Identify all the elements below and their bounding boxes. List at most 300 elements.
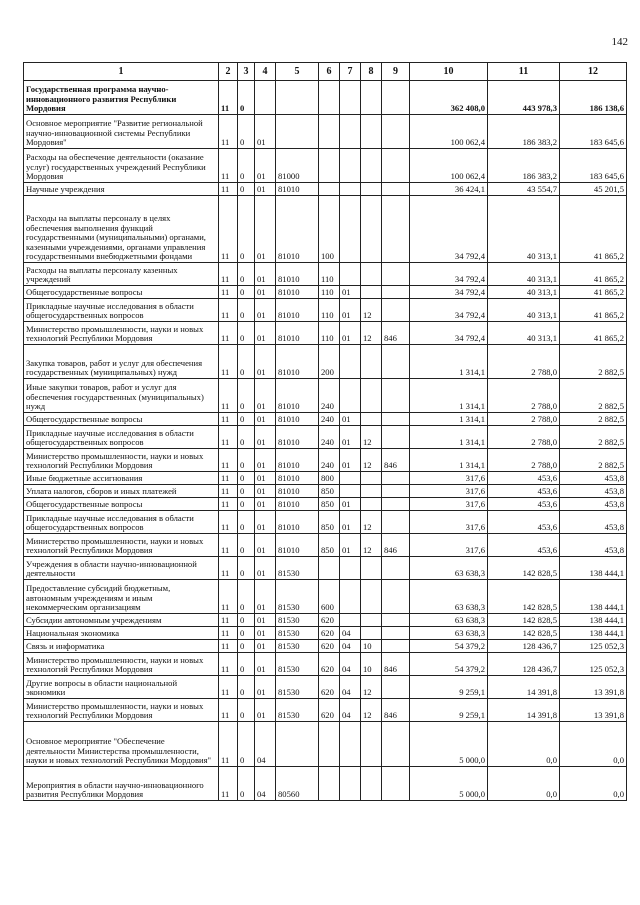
amount-cell: 9 259,1 xyxy=(410,676,488,699)
amount-cell: 317,6 xyxy=(410,472,488,485)
code-cell xyxy=(255,81,276,115)
code-cell: 81010 xyxy=(276,183,319,196)
code-cell xyxy=(340,149,361,183)
amount-cell: 317,6 xyxy=(410,485,488,498)
code-cell: 0 xyxy=(238,449,255,472)
row-name-cell: Прикладные научные исследования в области общегосударственных вопросов xyxy=(24,299,219,322)
code-cell: 0 xyxy=(238,498,255,511)
code-cell: 04 xyxy=(340,676,361,699)
amount-cell: 63 638,3 xyxy=(410,627,488,640)
amount-cell: 186 138,6 xyxy=(560,81,627,115)
code-cell xyxy=(319,183,340,196)
amount-cell: 362 408,0 xyxy=(410,81,488,115)
code-cell: 01 xyxy=(255,149,276,183)
code-cell: 81530 xyxy=(276,614,319,627)
code-cell: 01 xyxy=(340,299,361,322)
amount-cell: 40 313,1 xyxy=(488,322,560,345)
code-cell: 12 xyxy=(361,699,382,722)
code-cell xyxy=(361,413,382,426)
code-cell xyxy=(382,299,410,322)
code-cell xyxy=(382,627,410,640)
code-cell xyxy=(382,426,410,449)
code-cell: 11 xyxy=(219,115,238,149)
row-name-cell: Государственная программа научно-инновационного развития Республики Мордовия xyxy=(24,81,219,115)
amount-cell: 1 314,1 xyxy=(410,426,488,449)
amount-cell: 138 444,1 xyxy=(560,580,627,614)
code-cell: 11 xyxy=(219,196,238,263)
amount-cell: 0,0 xyxy=(560,722,627,767)
amount-cell: 100 062,4 xyxy=(410,149,488,183)
code-cell: 81000 xyxy=(276,149,319,183)
table-row xyxy=(24,196,627,263)
code-cell xyxy=(361,345,382,379)
code-cell: 81010 xyxy=(276,449,319,472)
code-cell xyxy=(382,183,410,196)
amount-cell: 40 313,1 xyxy=(488,196,560,263)
code-cell xyxy=(361,286,382,299)
table-row xyxy=(24,557,627,580)
amount-cell: 183 645,6 xyxy=(560,115,627,149)
code-cell: 11 xyxy=(219,426,238,449)
code-cell: 800 xyxy=(319,472,340,485)
table-row xyxy=(24,345,627,379)
amount-cell: 40 313,1 xyxy=(488,286,560,299)
code-cell: 11 xyxy=(219,345,238,379)
code-cell xyxy=(340,614,361,627)
row-name-cell: Прикладные научные исследования в области общегосударственных вопросов xyxy=(24,511,219,534)
code-cell xyxy=(382,379,410,413)
amount-cell: 54 379,2 xyxy=(410,640,488,653)
table-row xyxy=(24,379,627,413)
code-cell: 0 xyxy=(238,627,255,640)
code-cell: 110 xyxy=(319,263,340,286)
row-name-cell: Связь и информатика xyxy=(24,640,219,653)
code-cell: 11 xyxy=(219,614,238,627)
row-name-cell: Общегосударственные вопросы xyxy=(24,286,219,299)
amount-cell: 43 554,7 xyxy=(488,183,560,196)
amount-cell: 9 259,1 xyxy=(410,699,488,722)
code-cell: 01 xyxy=(340,322,361,345)
row-name-cell: Научные учреждения xyxy=(24,183,219,196)
table-row xyxy=(24,722,627,767)
amount-cell: 138 444,1 xyxy=(560,557,627,580)
code-cell: 11 xyxy=(219,299,238,322)
code-cell xyxy=(382,115,410,149)
code-cell xyxy=(340,183,361,196)
amount-cell: 36 424,1 xyxy=(410,183,488,196)
column-header: 5 xyxy=(276,63,319,81)
code-cell xyxy=(361,81,382,115)
code-cell: 100 xyxy=(319,196,340,263)
code-cell: 12 xyxy=(361,449,382,472)
column-header: 3 xyxy=(238,63,255,81)
code-cell xyxy=(340,580,361,614)
code-cell: 11 xyxy=(219,580,238,614)
code-cell: 11 xyxy=(219,286,238,299)
code-cell: 01 xyxy=(255,413,276,426)
code-cell: 0 xyxy=(238,413,255,426)
amount-cell: 34 792,4 xyxy=(410,263,488,286)
amount-cell: 125 052,3 xyxy=(560,653,627,676)
code-cell xyxy=(361,614,382,627)
amount-cell: 41 865,2 xyxy=(560,322,627,345)
code-cell xyxy=(361,580,382,614)
code-cell: 81010 xyxy=(276,426,319,449)
code-cell xyxy=(340,379,361,413)
code-cell xyxy=(276,722,319,767)
code-cell: 11 xyxy=(219,413,238,426)
table-row xyxy=(24,485,627,498)
amount-cell: 453,8 xyxy=(560,534,627,557)
code-cell: 12 xyxy=(361,534,382,557)
row-name-cell: Иные закупки товаров, работ и услуг для обеспечения государственных (муниципальных) нужд xyxy=(24,379,219,413)
code-cell: 10 xyxy=(361,640,382,653)
code-cell: 11 xyxy=(219,322,238,345)
amount-cell: 317,6 xyxy=(410,511,488,534)
code-cell: 11 xyxy=(219,767,238,801)
code-cell xyxy=(361,183,382,196)
code-cell: 81530 xyxy=(276,653,319,676)
code-cell: 81010 xyxy=(276,286,319,299)
amount-cell: 443 978,3 xyxy=(488,81,560,115)
code-cell: 0 xyxy=(238,557,255,580)
amount-cell: 128 436,7 xyxy=(488,640,560,653)
amount-cell: 2 788,0 xyxy=(488,345,560,379)
table-row xyxy=(24,183,627,196)
code-cell: 01 xyxy=(255,449,276,472)
column-header: 10 xyxy=(410,63,488,81)
amount-cell: 453,6 xyxy=(488,511,560,534)
row-name-cell: Министерство промышленности, науки и новых технологий Республики Мордовия xyxy=(24,449,219,472)
code-cell: 240 xyxy=(319,449,340,472)
code-cell: 01 xyxy=(255,485,276,498)
code-cell: 12 xyxy=(361,322,382,345)
code-cell: 240 xyxy=(319,379,340,413)
amount-cell: 186 383,2 xyxy=(488,149,560,183)
code-cell xyxy=(361,557,382,580)
code-cell: 12 xyxy=(361,426,382,449)
code-cell: 81530 xyxy=(276,580,319,614)
code-cell xyxy=(382,511,410,534)
amount-cell: 5 000,0 xyxy=(410,767,488,801)
code-cell: 01 xyxy=(255,379,276,413)
amount-cell: 2 882,5 xyxy=(560,426,627,449)
amount-cell: 125 052,3 xyxy=(560,640,627,653)
code-cell: 80560 xyxy=(276,767,319,801)
code-cell: 01 xyxy=(255,322,276,345)
row-name-cell: Учреждения в области научно-инновационной деятельности xyxy=(24,557,219,580)
table-row xyxy=(24,767,627,801)
table-row xyxy=(24,149,627,183)
row-name-cell: Расходы на выплаты персоналу казенных учреждений xyxy=(24,263,219,286)
code-cell: 81010 xyxy=(276,485,319,498)
row-name-cell: Министерство промышленности, науки и новых технологий Республики Мордовия xyxy=(24,653,219,676)
amount-cell: 183 645,6 xyxy=(560,149,627,183)
amount-cell: 41 865,2 xyxy=(560,299,627,322)
code-cell: 81010 xyxy=(276,511,319,534)
row-name-cell: Закупка товаров, работ и услуг для обеспечения государственных (муниципальных) нужд xyxy=(24,345,219,379)
amount-cell: 2 788,0 xyxy=(488,426,560,449)
table-row xyxy=(24,472,627,485)
row-name-cell: Общегосударственные вопросы xyxy=(24,413,219,426)
amount-cell: 0,0 xyxy=(560,767,627,801)
code-cell xyxy=(319,557,340,580)
code-cell: 01 xyxy=(255,263,276,286)
row-name-cell: Расходы на обеспечение деятельности (оказание услуг) государственных учреждений Республики Мордовия xyxy=(24,149,219,183)
row-name-cell: Основное мероприятие "Обеспечение деятельности Министерства промышленности, науки и новых технологий Республики Мордовия" xyxy=(24,722,219,767)
amount-cell: 0,0 xyxy=(488,767,560,801)
code-cell xyxy=(382,614,410,627)
budget-table xyxy=(23,62,627,801)
code-cell: 11 xyxy=(219,640,238,653)
table-row xyxy=(24,511,627,534)
code-cell xyxy=(382,676,410,699)
code-cell xyxy=(382,557,410,580)
code-cell: 04 xyxy=(340,627,361,640)
amount-cell: 453,8 xyxy=(560,511,627,534)
code-cell: 0 xyxy=(238,322,255,345)
code-cell: 846 xyxy=(382,534,410,557)
row-name-cell: Мероприятия в области научно-инновационного развития Республики Мордовия xyxy=(24,767,219,801)
column-header: 6 xyxy=(319,63,340,81)
amount-cell: 2 882,5 xyxy=(560,379,627,413)
amount-cell: 40 313,1 xyxy=(488,263,560,286)
table-row xyxy=(24,413,627,426)
amount-cell: 34 792,4 xyxy=(410,286,488,299)
code-cell: 620 xyxy=(319,699,340,722)
code-cell: 0 xyxy=(238,511,255,534)
table-row xyxy=(24,653,627,676)
row-name-cell: Общегосударственные вопросы xyxy=(24,498,219,511)
code-cell xyxy=(382,498,410,511)
amount-cell: 128 436,7 xyxy=(488,653,560,676)
code-cell: 01 xyxy=(255,676,276,699)
amount-cell: 2 882,5 xyxy=(560,413,627,426)
table-row xyxy=(24,286,627,299)
amount-cell: 54 379,2 xyxy=(410,653,488,676)
code-cell: 11 xyxy=(219,485,238,498)
code-cell: 0 xyxy=(238,485,255,498)
code-cell xyxy=(340,767,361,801)
table-row xyxy=(24,498,627,511)
code-cell: 0 xyxy=(238,379,255,413)
code-cell: 81530 xyxy=(276,676,319,699)
amount-cell: 2 882,5 xyxy=(560,345,627,379)
code-cell: 0 xyxy=(238,722,255,767)
column-header: 4 xyxy=(255,63,276,81)
row-name-cell: Министерство промышленности, науки и новых технологий Республики Мордовия xyxy=(24,699,219,722)
amount-cell: 1 314,1 xyxy=(410,345,488,379)
code-cell: 81010 xyxy=(276,263,319,286)
code-cell xyxy=(276,115,319,149)
row-name-cell: Уплата налогов, сборов и иных платежей xyxy=(24,485,219,498)
code-cell: 11 xyxy=(219,627,238,640)
code-cell: 0 xyxy=(238,534,255,557)
amount-cell: 317,6 xyxy=(410,534,488,557)
code-cell xyxy=(340,485,361,498)
amount-cell: 453,6 xyxy=(488,485,560,498)
amount-cell: 100 062,4 xyxy=(410,115,488,149)
table-row xyxy=(24,449,627,472)
code-cell: 240 xyxy=(319,426,340,449)
amount-cell: 13 391,8 xyxy=(560,676,627,699)
code-cell: 04 xyxy=(340,699,361,722)
code-cell xyxy=(361,722,382,767)
code-cell: 0 xyxy=(238,81,255,115)
code-cell xyxy=(382,722,410,767)
amount-cell: 138 444,1 xyxy=(560,627,627,640)
code-cell: 0 xyxy=(238,149,255,183)
code-cell: 11 xyxy=(219,534,238,557)
code-cell: 846 xyxy=(382,653,410,676)
amount-cell: 5 000,0 xyxy=(410,722,488,767)
amount-cell: 41 865,2 xyxy=(560,286,627,299)
row-name-cell: Предоставление субсидий бюджетным, автономным учреждениям и иным некоммерческим организациям xyxy=(24,580,219,614)
code-cell: 11 xyxy=(219,699,238,722)
code-cell: 01 xyxy=(340,449,361,472)
code-cell: 846 xyxy=(382,699,410,722)
code-cell: 01 xyxy=(255,299,276,322)
header-row xyxy=(24,63,627,81)
amount-cell: 186 383,2 xyxy=(488,115,560,149)
table-row xyxy=(24,81,627,115)
code-cell: 0 xyxy=(238,699,255,722)
code-cell: 846 xyxy=(382,449,410,472)
code-cell: 01 xyxy=(340,426,361,449)
amount-cell: 63 638,3 xyxy=(410,580,488,614)
code-cell: 620 xyxy=(319,614,340,627)
code-cell xyxy=(361,627,382,640)
row-name-cell: Другие вопросы в области национальной экономики xyxy=(24,676,219,699)
amount-cell: 0,0 xyxy=(488,722,560,767)
code-cell: 01 xyxy=(340,413,361,426)
amount-cell: 63 638,3 xyxy=(410,557,488,580)
code-cell: 620 xyxy=(319,640,340,653)
code-cell xyxy=(361,149,382,183)
code-cell xyxy=(340,472,361,485)
table-row xyxy=(24,115,627,149)
code-cell: 81010 xyxy=(276,379,319,413)
amount-cell: 453,8 xyxy=(560,498,627,511)
code-cell: 01 xyxy=(340,511,361,534)
code-cell: 620 xyxy=(319,676,340,699)
code-cell: 200 xyxy=(319,345,340,379)
code-cell: 0 xyxy=(238,183,255,196)
table-row xyxy=(24,627,627,640)
amount-cell: 453,8 xyxy=(560,472,627,485)
code-cell xyxy=(382,345,410,379)
amount-cell: 317,6 xyxy=(410,498,488,511)
amount-cell: 34 792,4 xyxy=(410,299,488,322)
column-header: 8 xyxy=(361,63,382,81)
code-cell xyxy=(361,379,382,413)
amount-cell: 2 788,0 xyxy=(488,379,560,413)
code-cell: 81530 xyxy=(276,699,319,722)
code-cell xyxy=(340,196,361,263)
code-cell: 0 xyxy=(238,286,255,299)
code-cell xyxy=(319,722,340,767)
code-cell: 110 xyxy=(319,299,340,322)
code-cell: 01 xyxy=(255,534,276,557)
row-name-cell: Прикладные научные исследования в области общегосударственных вопросов xyxy=(24,426,219,449)
table-row xyxy=(24,263,627,286)
code-cell: 0 xyxy=(238,196,255,263)
code-cell: 04 xyxy=(255,722,276,767)
table-body xyxy=(24,81,627,801)
code-cell xyxy=(382,580,410,614)
code-cell: 0 xyxy=(238,345,255,379)
code-cell xyxy=(382,149,410,183)
code-cell: 0 xyxy=(238,580,255,614)
code-cell: 0 xyxy=(238,767,255,801)
code-cell xyxy=(340,722,361,767)
code-cell: 11 xyxy=(219,498,238,511)
code-cell: 01 xyxy=(340,498,361,511)
code-cell: 11 xyxy=(219,379,238,413)
code-cell xyxy=(319,115,340,149)
code-cell: 04 xyxy=(340,640,361,653)
code-cell: 01 xyxy=(255,557,276,580)
code-cell: 01 xyxy=(340,534,361,557)
code-cell: 850 xyxy=(319,485,340,498)
code-cell: 81530 xyxy=(276,557,319,580)
table-row xyxy=(24,534,627,557)
table-row xyxy=(24,299,627,322)
code-cell: 0 xyxy=(238,263,255,286)
code-cell: 81010 xyxy=(276,196,319,263)
amount-cell: 40 313,1 xyxy=(488,299,560,322)
code-cell xyxy=(382,81,410,115)
table-row xyxy=(24,322,627,345)
amount-cell: 453,6 xyxy=(488,534,560,557)
row-name-cell: Иные бюджетные ассигнования xyxy=(24,472,219,485)
amount-cell: 142 828,5 xyxy=(488,627,560,640)
code-cell: 01 xyxy=(255,511,276,534)
code-cell: 01 xyxy=(255,472,276,485)
code-cell: 846 xyxy=(382,322,410,345)
amount-cell: 453,6 xyxy=(488,498,560,511)
column-header: 7 xyxy=(340,63,361,81)
amount-cell: 453,6 xyxy=(488,472,560,485)
code-cell: 110 xyxy=(319,322,340,345)
code-cell: 850 xyxy=(319,534,340,557)
code-cell: 01 xyxy=(255,627,276,640)
amount-cell: 34 792,4 xyxy=(410,196,488,263)
column-header: 1 xyxy=(24,63,219,81)
code-cell: 11 xyxy=(219,81,238,115)
code-cell: 11 xyxy=(219,183,238,196)
code-cell: 81530 xyxy=(276,627,319,640)
row-name-cell: Министерство промышленности, науки и новых технологий Республики Мордовия xyxy=(24,322,219,345)
code-cell xyxy=(340,81,361,115)
code-cell xyxy=(382,286,410,299)
code-cell: 11 xyxy=(219,722,238,767)
code-cell xyxy=(276,81,319,115)
page-number: 142 xyxy=(611,36,628,48)
amount-cell: 14 391,8 xyxy=(488,699,560,722)
table-row xyxy=(24,580,627,614)
code-cell: 12 xyxy=(361,511,382,534)
code-cell xyxy=(319,767,340,801)
code-cell: 0 xyxy=(238,676,255,699)
column-header: 12 xyxy=(560,63,627,81)
code-cell: 12 xyxy=(361,299,382,322)
code-cell: 12 xyxy=(361,676,382,699)
code-cell: 01 xyxy=(255,653,276,676)
code-cell: 81010 xyxy=(276,413,319,426)
row-name-cell: Министерство промышленности, науки и новых технологий Республики Мордовия xyxy=(24,534,219,557)
code-cell xyxy=(361,263,382,286)
